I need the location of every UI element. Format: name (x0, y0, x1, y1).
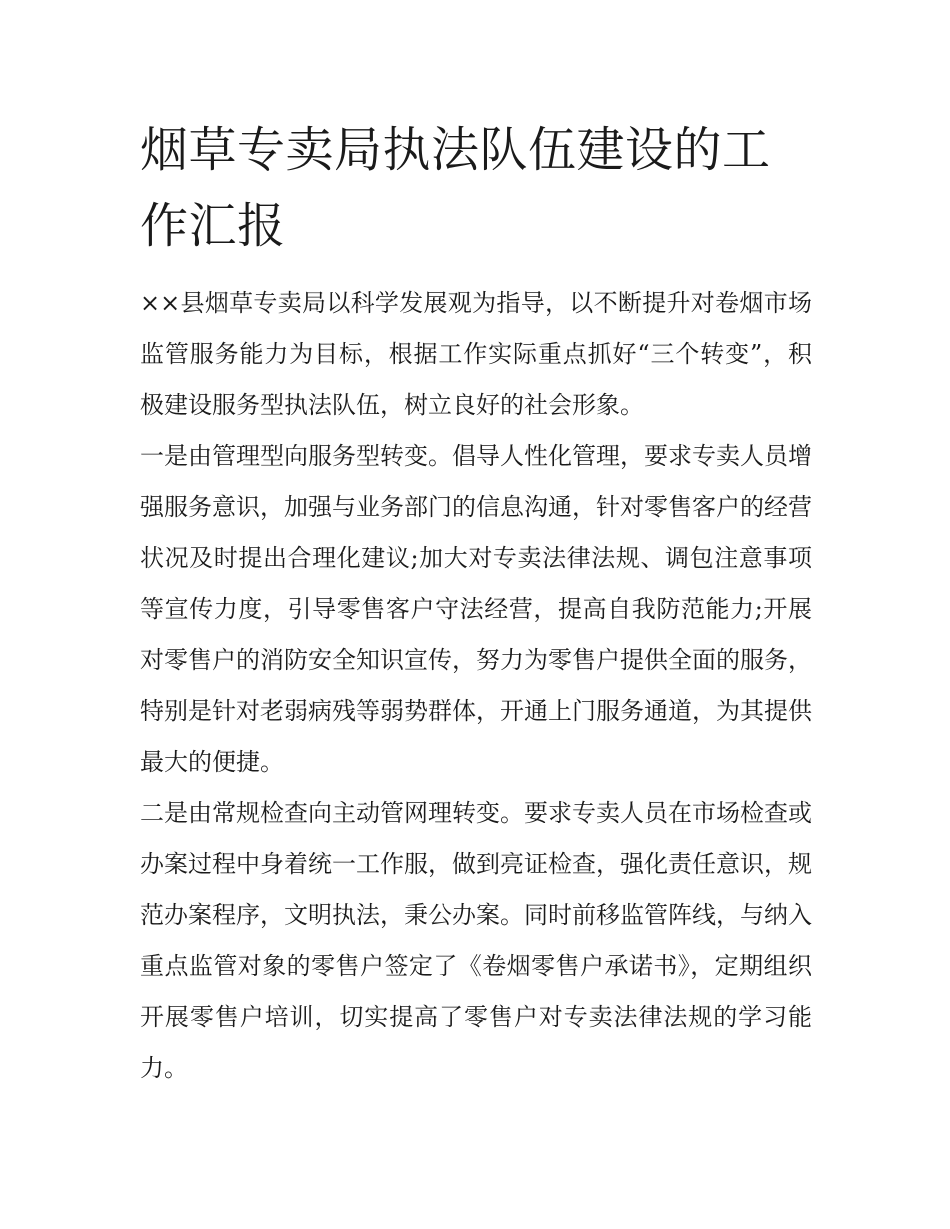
paragraph-point-one: 一是由管理型向服务型转变。倡导人性化管理，要求专卖人员增强服务意识，加强与业务部门的信息沟通，针对零售客户的经营状况及时提出合理化建议;加大对专卖法律法规、调包注意事项等宣传力度，引导零售客户守法经营，提高自我防范能力;开展对零售户的消防安全知识宣传，努力为零售户提供全面的服务，特别是针对老弱病残等弱势群体，开通上门服务通道，为其提供最大的便捷。 (140, 442, 812, 776)
paragraph-intro: ××县烟草专卖局以科学发展观为指导，以不断提升对卷烟市场监管服务能力为目标，根据工作实际重点抓好“三个转变”，积极建设服务型执法队伍，树立良好的社会形象。 (140, 289, 812, 419)
document-body (140, 278, 812, 1094)
document-title: 烟草专卖局执法队伍建设的工作汇报 (140, 122, 771, 254)
document-page (140, 112, 812, 1094)
paragraph-point-two: 二是由常规检查向主动管网理转变。要求专卖人员在市场检查或办案过程中身着统一工作服，做到亮证检查，强化责任意识，规范办案程序，文明执法，秉公办案。同时前移监管阵线，与纳入重点监管对象的零售户签定了《卷烟零售户承诺书》，定期组织开展零售户培训，切实提高了零售户对专卖法律法规的学习能力。 (140, 799, 812, 1082)
